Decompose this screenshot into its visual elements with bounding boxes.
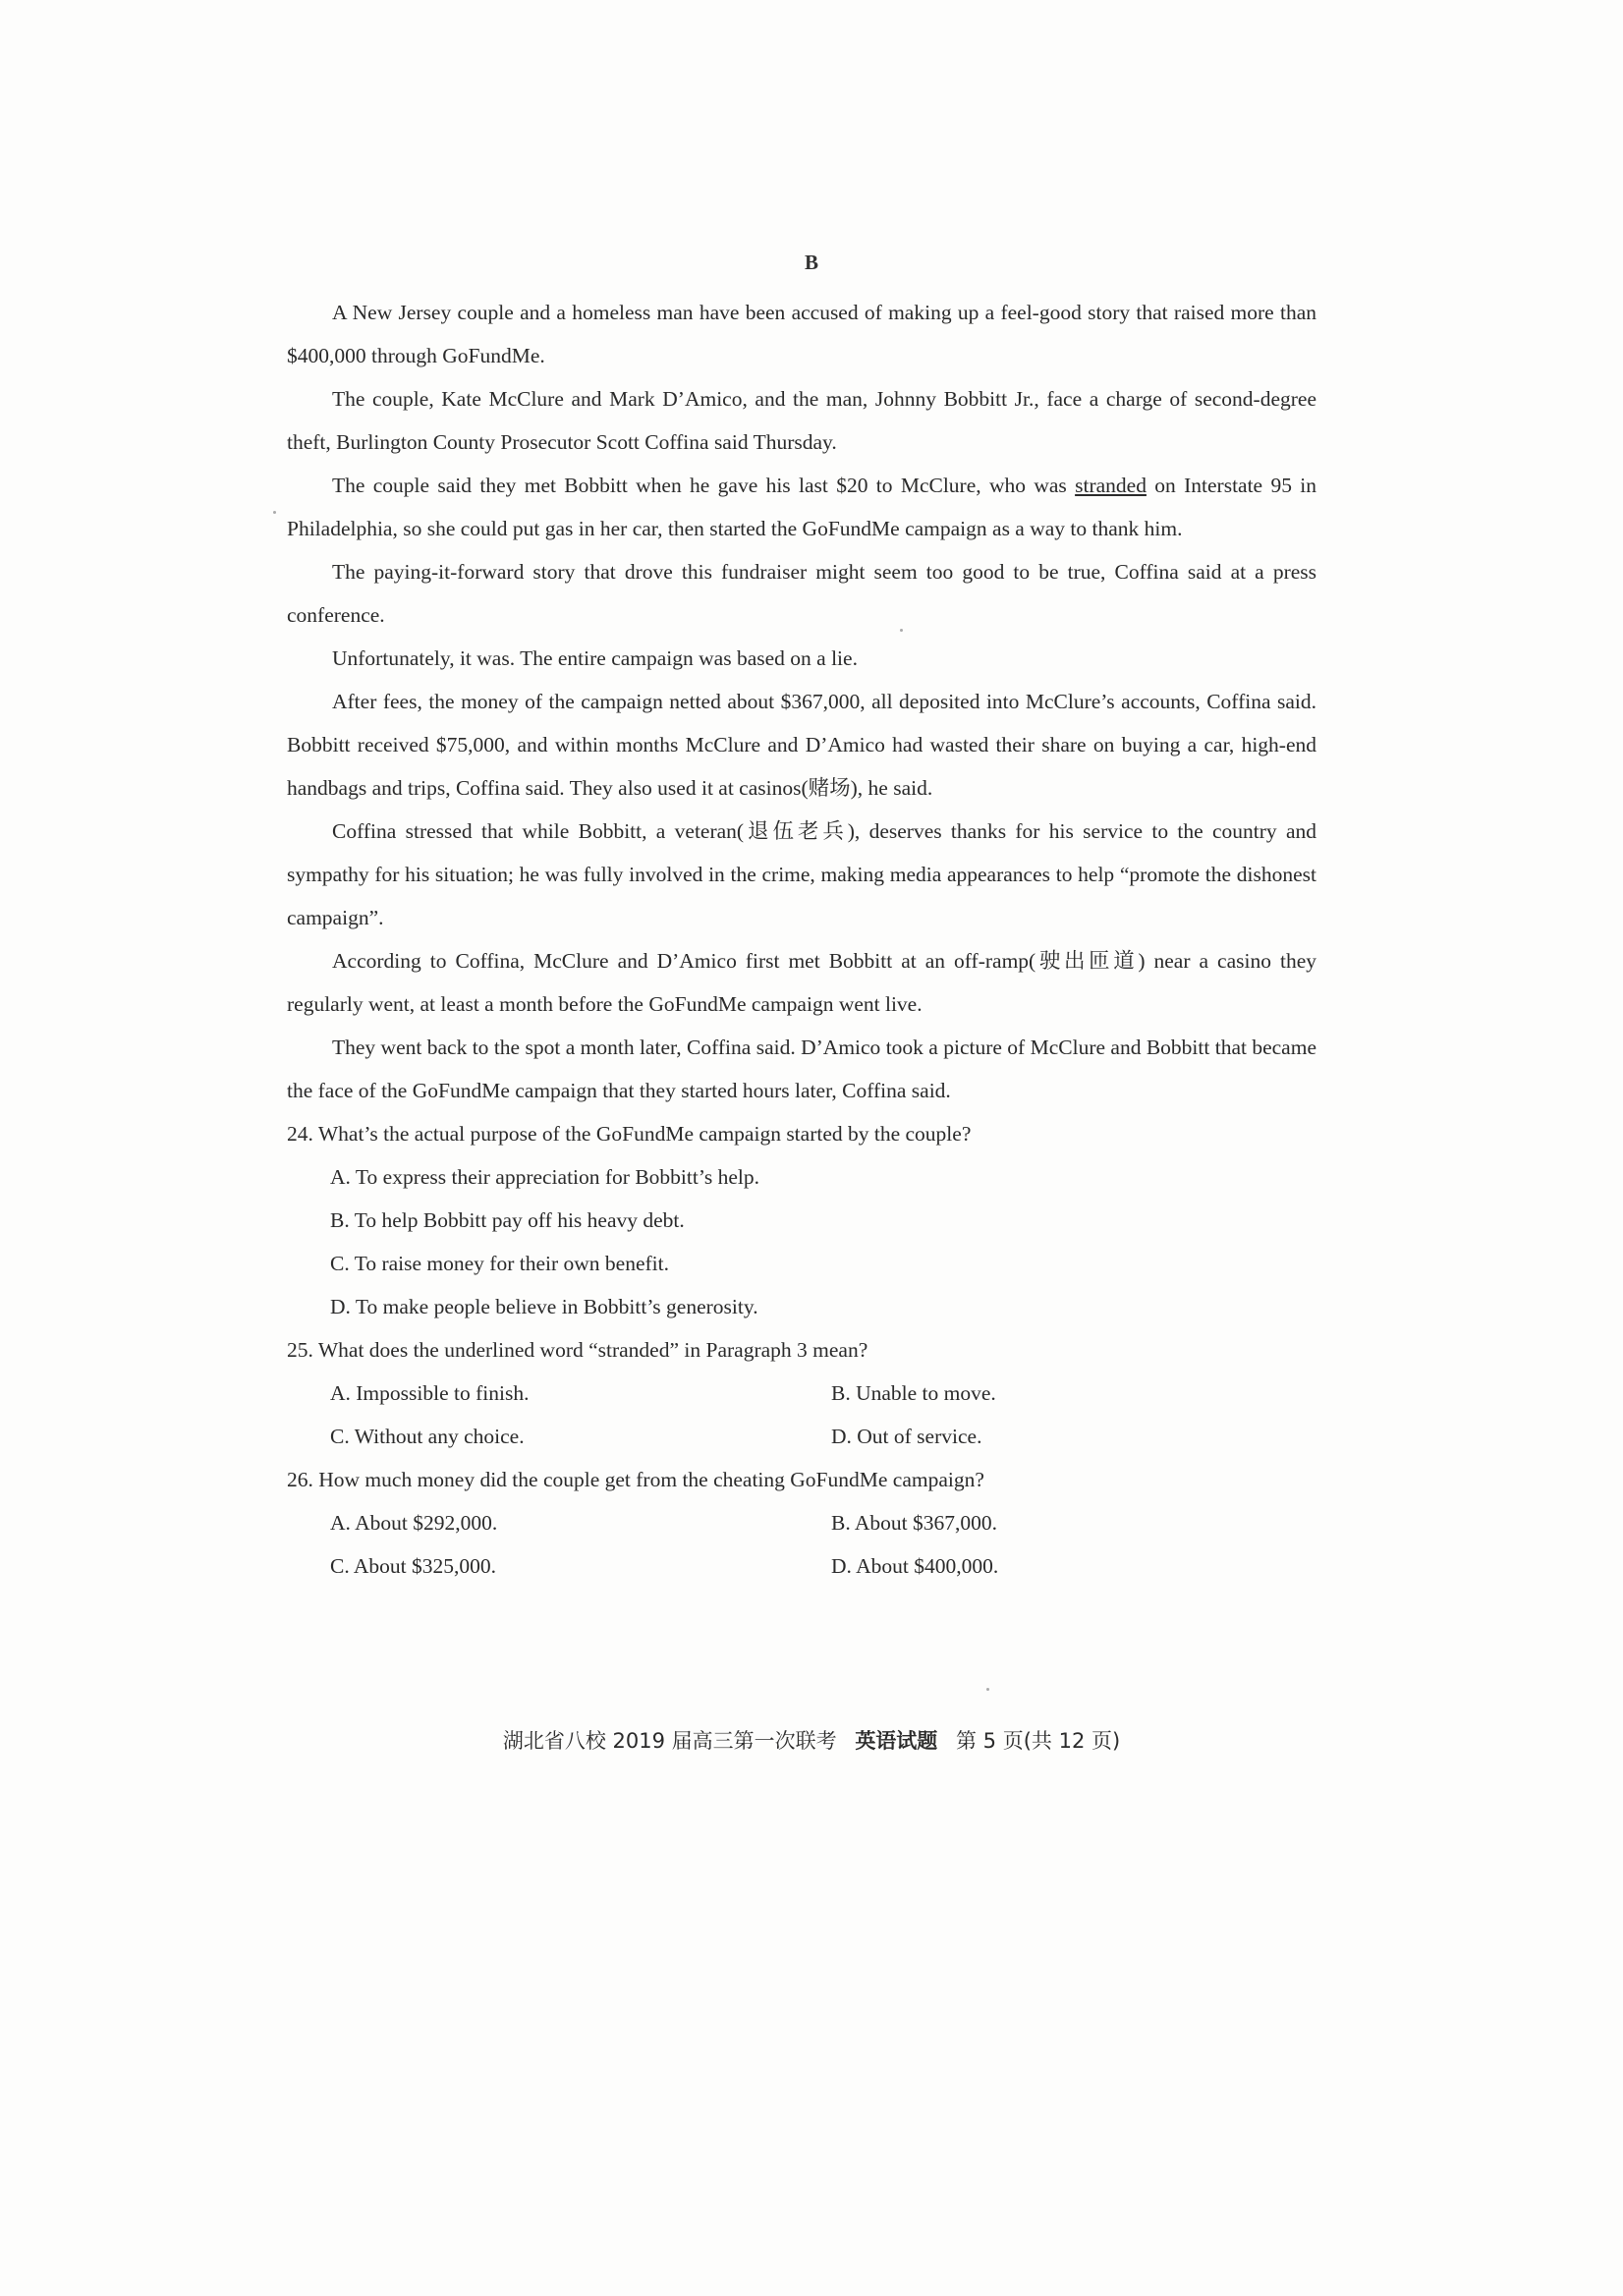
paragraph-4: The paying-it-forward story that drove this fundraiser might seem too good to be true, Coffina said at a press conference. <box>287 560 1316 627</box>
question-26-option-c: C. About $325,000. <box>330 1554 497 1578</box>
question-24-stem: 24. What’s the actual purpose of the GoFundMe campaign started by the couple? <box>287 1122 972 1146</box>
paragraph-3-start: The couple said they met Bobbitt when he gave his last $20 to McClure, who was <box>332 474 1076 497</box>
question-25-options <box>330 1372 1316 1458</box>
paragraph-7: Coffina stressed that while Bobbitt, a veteran(退伍老兵), deserves thanks for his service to the country and sympathy for his situation; he was fully involved in the crime, making media appearances to help “promote the dishonest campaign”. <box>287 819 1316 929</box>
question-25-option-d: D. Out of service. <box>831 1425 982 1448</box>
passage-content <box>287 291 1316 1588</box>
question-24-option-d: D. To make people believe in Bobbitt’s generosity. <box>330 1295 758 1318</box>
question-24-options <box>330 1155 1316 1328</box>
paragraph-8: According to Coffina, McClure and D’Amico first met Bobbitt at an off-ramp(驶出匝道) near a casino they regularly went, at least a month before the GoFundMe campaign went live. <box>287 949 1316 1016</box>
question-24-option-b: B. To help Bobbitt pay off his heavy debt. <box>330 1208 685 1232</box>
footer-page-number: 第 5 页(共 12 页) <box>956 1729 1121 1753</box>
page-footer <box>0 1725 1623 1755</box>
question-24-option-c: C. To raise money for their own benefit. <box>330 1252 669 1275</box>
question-24-option-a: A. To express their appreciation for Bobbitt’s help. <box>330 1165 759 1189</box>
question-26-option-b: B. About $367,000. <box>831 1511 998 1535</box>
question-25-option-a: A. Impossible to finish. <box>330 1381 530 1405</box>
scan-speck <box>273 511 276 514</box>
question-26-option-a: A. About $292,000. <box>330 1511 498 1535</box>
scan-speck <box>986 1688 989 1691</box>
paragraph-2: The couple, Kate McClure and Mark D’Amico, and the man, Johnny Bobbitt Jr., face a charge of second-degree theft, Burlington County Prosecutor Scott Coffina said Thursday. <box>287 387 1316 454</box>
paragraph-6: After fees, the money of the campaign netted about $367,000, all deposited into McClure’s accounts, Coffina said. Bobbitt received $75,000, and within months McClure and D’Amico had wasted their share on buying a car, high-end handbags and trips, Coffina said. They also used it at casinos(赌场), he said. <box>287 690 1316 800</box>
question-25-stem: 25. What does the underlined word “stranded” in Paragraph 3 mean? <box>287 1338 868 1362</box>
question-26-option-d: D. About $400,000. <box>831 1554 999 1578</box>
scan-speck <box>900 629 903 632</box>
paragraph-3-end: on Interstate 95 in Philadelphia, so she could put gas in her car, then started the GoFundMe campaign as a way to thank him. <box>287 474 1316 540</box>
underlined-word-stranded: stranded <box>1075 474 1147 497</box>
paragraph-3 <box>287 464 1316 550</box>
footer-exam-name: 湖北省八校 2019 届高三第一次联考 <box>502 1729 837 1753</box>
paragraph-1: A New Jersey couple and a homeless man have been accused of making up a feel-good story that raised more than $400,000 through GoFundMe. <box>287 301 1316 367</box>
footer-subject: 英语试题 <box>855 1729 938 1753</box>
question-25-option-b: B. Unable to move. <box>831 1381 996 1405</box>
question-25-option-c: C. Without any choice. <box>330 1425 525 1448</box>
section-title: B <box>804 251 818 274</box>
question-26-options <box>330 1501 1316 1588</box>
question-26-stem: 26. How much money did the couple get from the cheating GoFundMe campaign? <box>287 1468 984 1491</box>
paragraph-5: Unfortunately, it was. The entire campaign was based on a lie. <box>332 646 858 670</box>
paragraph-9: They went back to the spot a month later, Coffina said. D’Amico took a picture of McClure and Bobbitt that became the face of the GoFundMe campaign that they started hours later, Coffina said. <box>287 1036 1316 1102</box>
